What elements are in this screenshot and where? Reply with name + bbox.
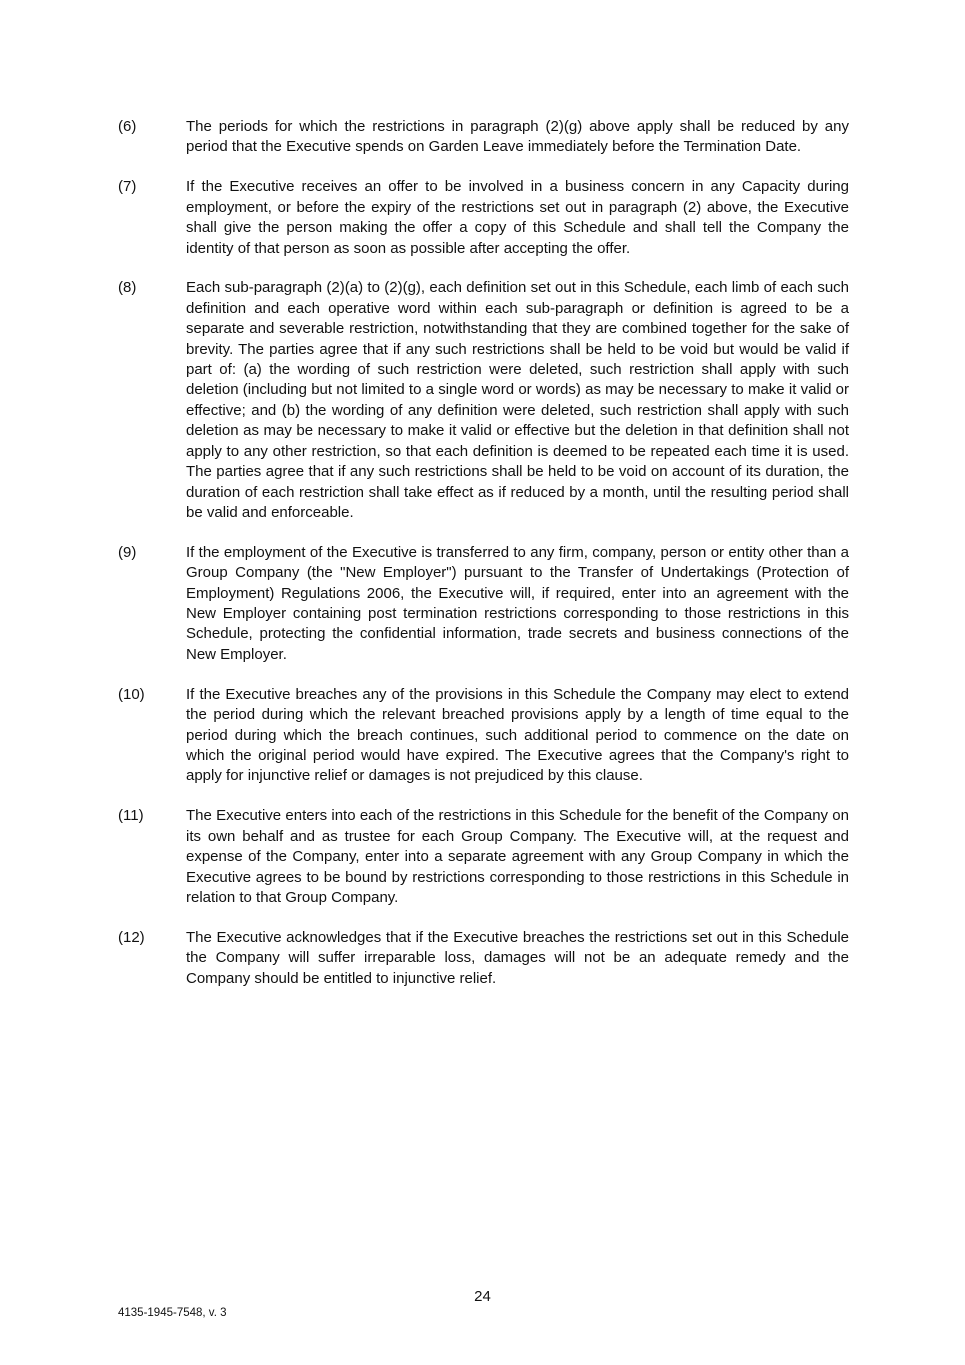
clause-number: (10)	[118, 685, 145, 703]
clause-11	[118, 806, 849, 908]
clause-9	[118, 543, 849, 665]
clause-text: The periods for which the restrictions in paragraph (2)(g) above apply shall be reduced by any period that the Executive spends on Garden Leave immediately before the Termination Date.	[186, 118, 849, 156]
clause-number: (12)	[118, 928, 145, 946]
clause-12	[118, 928, 849, 989]
clause-number: (9)	[118, 543, 137, 561]
clause-text: If the Executive receives an offer to be involved in a business concern in any Capacity during employment, or before the expiry of the restrictions set out in paragraph (2) above, the Executive shall give the person making the offer a copy of this Schedule and shall tell the Company the identity of that person as soon as possible after accepting the offer.	[186, 178, 849, 257]
clause-number: (11)	[118, 807, 144, 825]
clause-text: Each sub-paragraph (2)(a) to (2)(g), each definition set out in this Schedule, each limb of each such definition and each operative word within each sub-paragraph or definition is agreed to be a separate and severable restriction, notwithstanding that they are combined together for the sake of brevity. The parties agree that if any such restrictions shall be held to be void but would be valid if part of: (a) the wording of such restriction were deleted, such restriction shall apply with such deletion (including but not limited to a single word or words) as may be necessary to make it valid or effective; and (b) the wording of any definition were deleted, such restriction shall apply with such deletion as may be necessary to make it valid or effective but the deletion in that definition shall not apply to any other restriction, so that each definition is deemed to be repeated each time it is used. The parties agree that if any such restrictions shall be held to be void on account of its duration, the duration of each restriction shall take effect as if reduced by a month, until the resulting period shall be valid and enforceable.	[186, 279, 849, 521]
clause-text: The Executive acknowledges that if the Executive breaches the restrictions set out in this Schedule the Company will suffer irreparable loss, damages will not be an adequate remedy and the Company should be entitled to injunctive relief.	[186, 928, 849, 987]
clause-10	[118, 685, 849, 787]
clause-text: If the Executive breaches any of the provisions in this Schedule the Company may elect to extend the period during which the relevant breached provisions apply by a length of time equal to the period during which the breach continues, such additional period to commence on the date on which the original period would have expired. The Executive agrees that the Company's right to apply for injunctive relief or damages is not prejudiced by this clause.	[186, 685, 849, 785]
clause-text: If the employment of the Executive is transferred to any firm, company, person or entity other than a Group Company (the "New Employer") pursuant to the Transfer of Undertakings (Protection of Employment) Regulations 2006, the Executive will, if required, enter into an agreement with the New Employer containing post termination restrictions corresponding to those restrictions in this Schedule, protecting the confidential information, trade secrets and business connections of the New Employer.	[186, 543, 849, 663]
clause-8	[118, 278, 849, 523]
clause-number: (6)	[118, 118, 137, 135]
clause-text: The Executive enters into each of the restrictions in this Schedule for the benefit of the Company on its own behalf and as trustee for each Group Company. The Executive will, at the request and expense of the Company, enter into a separate agreement with any Group Company in which the Executive agrees to be bound by restrictions corresponding to those restrictions in this Schedule in relation to that Group Company.	[186, 807, 849, 906]
document-id: 4135-1945-7548, v. 3	[118, 1307, 227, 1319]
clause-7	[118, 177, 849, 259]
clause-list	[118, 117, 849, 1009]
clause-number: (7)	[118, 178, 137, 196]
clause-number: (8)	[118, 279, 137, 297]
clause-6	[118, 117, 849, 158]
page-number: 24	[474, 1288, 491, 1305]
